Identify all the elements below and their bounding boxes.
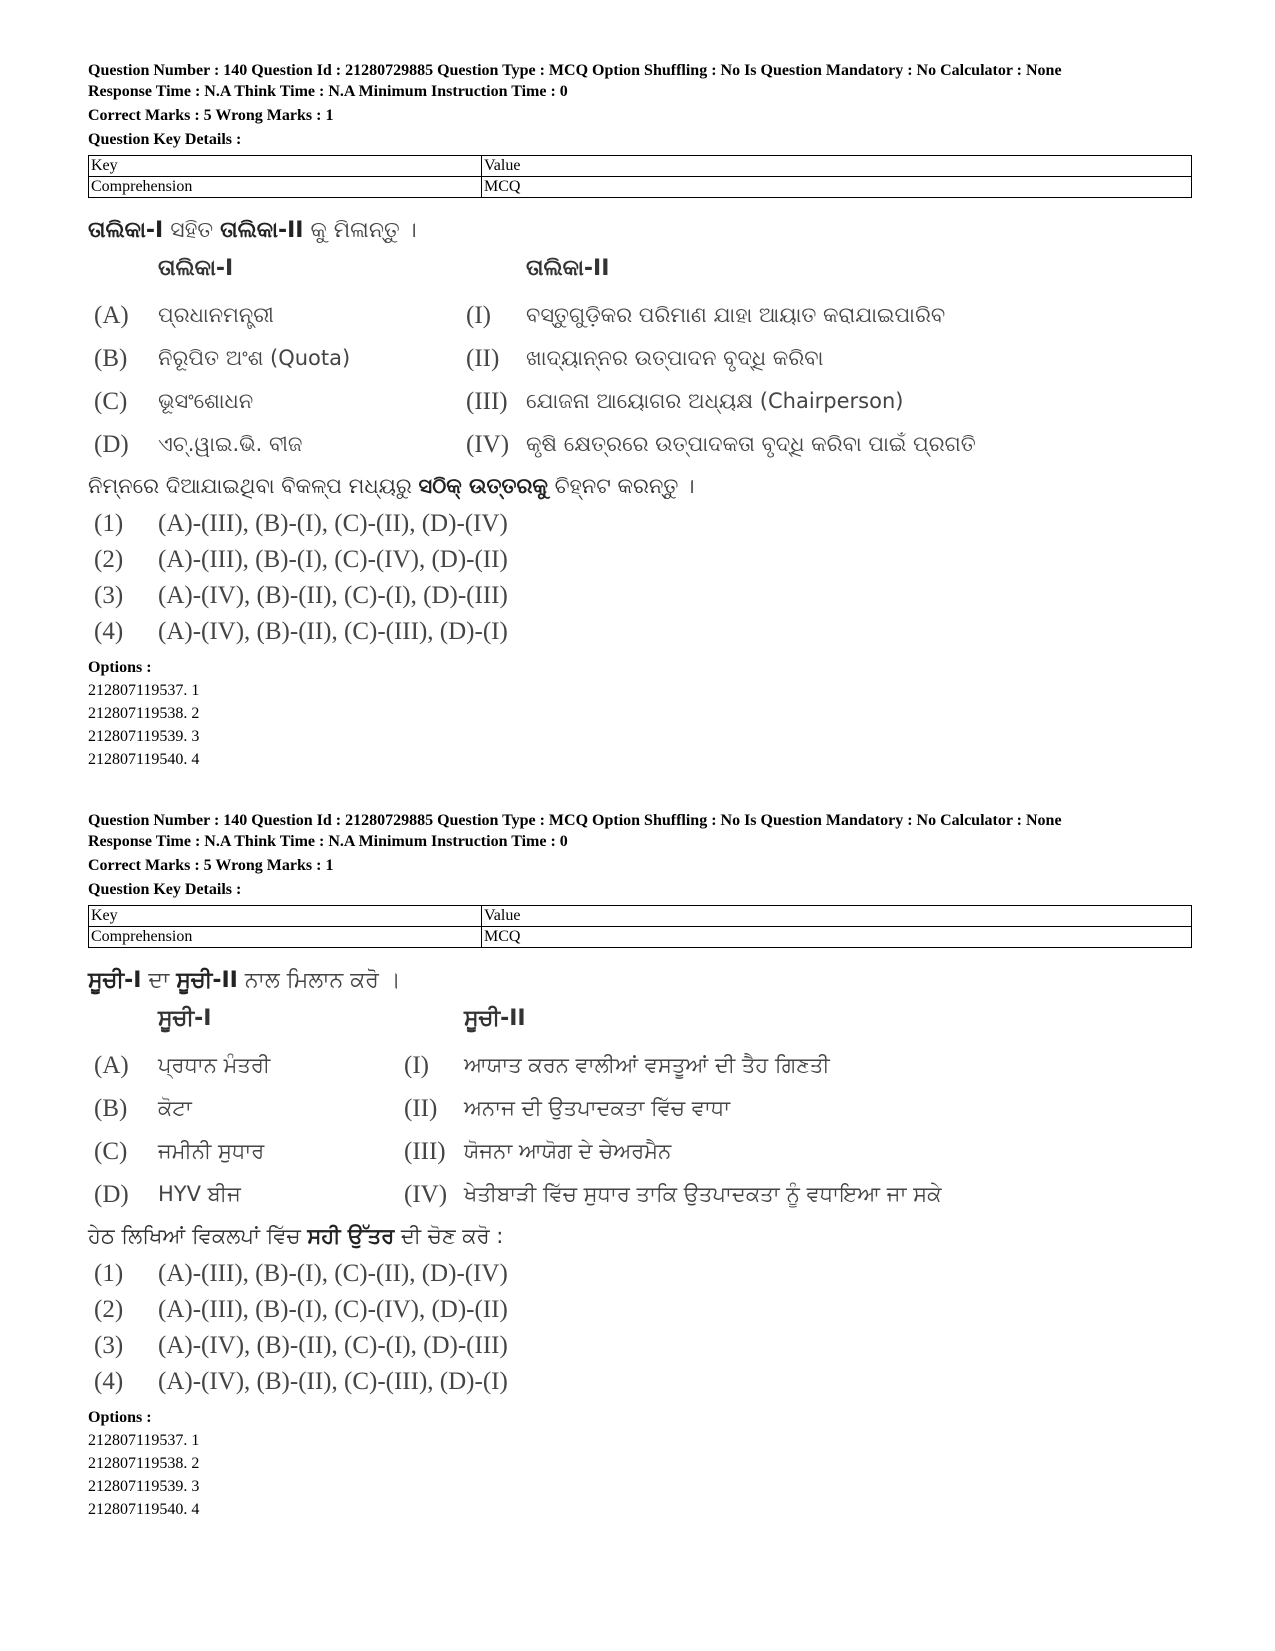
list-headings (88, 1000, 1188, 1044)
option-item: 212807119537. 1 (88, 682, 200, 699)
table-row (89, 177, 1192, 198)
table-header-value: Value (482, 156, 1192, 177)
option-item: 212807119539. 3 (88, 1478, 200, 1495)
answer-choice: (1) (A)-(III), (B)-(I), (C)-(II), (D)-(IV) (94, 510, 508, 537)
answer-choice: (4) (A)-(IV), (B)-(II), (C)-(III), (D)-(I) (94, 618, 508, 645)
option-item: 212807119540. 4 (88, 1501, 200, 1518)
list-headings (88, 250, 1188, 294)
table-header-row (89, 156, 1192, 177)
table-header-row (89, 906, 1192, 927)
key-details-table (88, 155, 1192, 198)
list2-heading: ତାଲିକା-II (526, 256, 610, 281)
marks-line: Correct Marks : 5 Wrong Marks : 1 (88, 857, 334, 874)
table-cell-key: Comprehension (89, 927, 482, 948)
table-header-key: Key (89, 906, 482, 927)
table-row (89, 927, 1192, 948)
list2-heading: ਸੂਚੀ-II (464, 1006, 526, 1031)
answer-choice: (4) (A)-(IV), (B)-(II), (C)-(III), (D)-(I) (94, 1368, 508, 1395)
question-image (88, 212, 1188, 650)
response-time-line: Response Time : N.A Think Time : N.A Minimum Instruction Time : 0 (88, 83, 568, 100)
question-meta-line: Question Number : 140 Question Id : 21280729885 Question Type : MCQ Option Shuffling : No Is Question Mandatory : No Calculator : None (88, 812, 1062, 829)
option-item: 212807119538. 2 (88, 705, 200, 722)
match-row: (A) ਪ੍ਰਧਾਨ ਮੰਤਰੀ (I) ਆਯਾਤ ਕਰਨ ਵਾਲੀਆਂ ਵਸਤੂਆਂ ਦੀ ਤੈਹ ਗਿਣਤੀ (94, 1052, 830, 1079)
question-meta-line: Question Number : 140 Question Id : 21280729885 Question Type : MCQ Option Shuffling : No Is Question Mandatory : No Calculator : None (88, 62, 1062, 79)
question-image (88, 962, 1188, 1400)
match-row: (C) ਜਮੀਨੀ ਸੁਧਾਰ (III) ਯੋਜਨਾ ਆਯੋਗ ਦੇ ਚੇਅਰਮੈਨ (94, 1138, 672, 1165)
table-header-key: Key (89, 156, 482, 177)
key-details-heading: Question Key Details : (88, 131, 242, 148)
match-row: (C) ଭୂସଂଶୋଧନ (III) ଯୋଜନା ଆୟୋଗର ଅଧ୍ୟକ୍ଷ (Chairperson) (94, 388, 904, 415)
option-item: 212807119538. 2 (88, 1455, 200, 1472)
question-block-odia (88, 60, 1188, 771)
option-item: 212807119539. 3 (88, 728, 200, 745)
answer-choice: (2) (A)-(III), (B)-(I), (C)-(IV), (D)-(II) (94, 1296, 508, 1323)
match-row: (B) ਕੋਟਾ (II) ਅਨਾਜ ਦੀ ਉਤਪਾਦਕਤਾ ਵਿੱਚ ਵਾਧਾ (94, 1095, 731, 1122)
answer-choice: (1) (A)-(III), (B)-(I), (C)-(II), (D)-(IV) (94, 1260, 508, 1287)
answer-choice: (3) (A)-(IV), (B)-(II), (C)-(I), (D)-(III) (94, 582, 508, 609)
list1-heading: ତାଲିକା-I (158, 256, 234, 281)
list1-heading: ਸੂਚੀ-I (158, 1006, 212, 1031)
options-list (88, 656, 1188, 771)
option-item: 212807119540. 4 (88, 751, 200, 768)
table-header-value: Value (482, 906, 1192, 927)
table-cell-key: Comprehension (89, 177, 482, 198)
question-title: ତାଲିକା-I ସହିତ ତାଲିକା-II କୁ ମିଳାନ୍ତୁ । (88, 218, 417, 243)
options-heading: Options : (88, 1409, 152, 1426)
table-cell-value: MCQ (482, 177, 1192, 198)
match-row: (D) ଏଚ୍.ୱାଇ.ଭି. ବୀଜ (IV) କୃଷି କ୍ଷେତ୍ରରେ ଉତ୍ପାଦକତା ବୃଦ୍ଧି କରିବା ପାଇଁ ପ୍ରଗତି (94, 431, 976, 458)
response-time-line: Response Time : N.A Think Time : N.A Minimum Instruction Time : 0 (88, 833, 568, 850)
question-block-punjabi (88, 810, 1188, 1521)
key-details-table (88, 905, 1192, 948)
answer-choice: (2) (A)-(III), (B)-(I), (C)-(IV), (D)-(II) (94, 546, 508, 573)
question-instruction: ନିମ୍ନରେ ଦିଆଯାଇଥିବା ବିକଳ୍ପ ମଧ୍ୟରୁ ସଠିକ୍ ଉତ୍ତରକୁ ଚିହ୍ନଟ କରନ୍ତୁ । (88, 474, 695, 498)
table-cell-value: MCQ (482, 927, 1192, 948)
question-title: ਸੂਚੀ-I ਦਾ ਸੂਚੀ-II ਨਾਲ ਮਿਲਾਨ ਕਰੋ । (88, 968, 401, 993)
options-list (88, 1406, 1188, 1521)
match-row: (A) ପ୍ରଧାନମନ୍ତ୍ରୀ (I) ବସ୍ତୁଗୁଡ଼ିକର ପରିମାଣ ଯାହା ଆୟାତ କରାଯାଇପାରିବ (94, 302, 946, 329)
option-item: 212807119537. 1 (88, 1432, 200, 1449)
answer-choice: (3) (A)-(IV), (B)-(II), (C)-(I), (D)-(III) (94, 1332, 508, 1359)
match-row: (D) HYV ਬੀਜ (IV) ਖੇਤੀਬਾੜੀ ਵਿੱਚ ਸੁਧਾਰ ਤਾਕਿ ਉਤਪਾਦਕਤਾ ਨੂੰ ਵਧਾਇਆ ਜਾ ਸਕੇ (94, 1181, 942, 1208)
options-heading: Options : (88, 659, 152, 676)
match-row: (B) ନିରୂପିତ ଅଂଶ (Quota) (II) ଖାଦ୍ୟାନ୍ନର ଉତ୍ପାଦନ ବୃଦ୍ଧି କରିବା (94, 345, 824, 372)
marks-line: Correct Marks : 5 Wrong Marks : 1 (88, 107, 334, 124)
question-instruction: ਹੇਠ ਲਿਖਿਆਂ ਵਿਕਲਪਾਂ ਵਿੱਚ ਸਹੀ ਉੱਤਰ ਦੀ ਚੋਣ ਕਰੋ : (88, 1224, 504, 1248)
key-details-heading: Question Key Details : (88, 881, 242, 898)
